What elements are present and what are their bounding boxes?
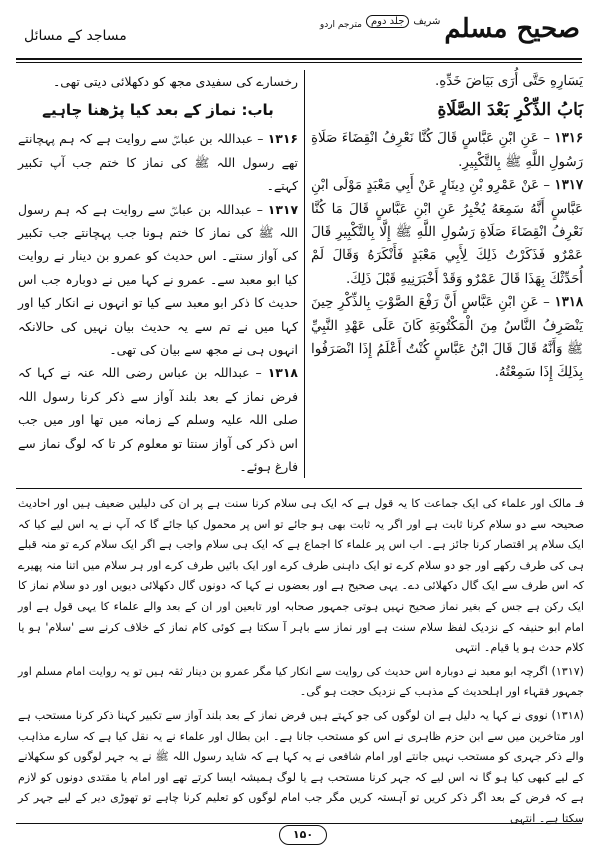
footer-rule: [16, 823, 582, 824]
arabic-chapter-heading: بَابُ الذِّكْرِ بَعْدَ الصَّلَاةِ: [437, 100, 583, 121]
urdu-chapter-heading: باب: نماز کے بعد کیا پڑھنا چاہیے: [42, 101, 274, 120]
arabic-hadith-1317: ۱۳۱۷ – عَنْ عَمْرِو بْنِ دِينَارٍ عَنْ أَبِي مَعْبَدٍ مَوْلَى ابْنِ عَبَّاسٍ أَنَّهُ سَمِعَهُ يُخْبِرُ عَنِ ابْنِ عَبَّاسٍ قَالَ مَا كُنَّا نَعْرِفُ انْقِضَاءَ صَلَاةِ رَسُولِ اللَّهِ ﷺ إِلَّا بِالتَّكْبِيرِ قَالَ عَمْرٌو فَذَكَرْتُ ذَلِكَ لِأَبِي مَعْبَدٍ فَأَنْكَرَهُ وَقَالَ لَمْ أُحَدِّثْكَ بِهَذَا قَالَ عَمْرٌو وَقَدْ أَخْبَرَنِيهِ قَبْلَ ذَلِكَ.: [311, 178, 583, 287]
footnotes-rule: [16, 488, 582, 489]
book-title-honorific: شریف: [413, 15, 441, 27]
arabic-intro-line: يَسَارِهِ حَتَّى أُرَى بَيَاضَ خَدِّهِ.: [435, 74, 583, 89]
urdu-hadith-1317: ۱۳۱۷ – عبداللہ بن عباسؓ سے روایت ہے کہ ہم رسول اللہ ﷺ کی نماز کا ختم ہونا جب پہچانتے جب تکبیر کی آواز سنتے۔ اس حدیث کو عمرو بن دینار نے روایت کیا ابو معبد سے۔ عمرو نے کہا میں نے دوبارہ جب اس حدیث کا ذکر ابو معبد سے کیا تو انہوں نے انکار کیا اور کہا میں نے تم سے یہ حدیث بیان نہیں کی حالانکہ انہوں ہی نے مجھ سے بیان کی تھی۔: [18, 201, 299, 358]
page-number: ۱۵۰: [279, 825, 327, 845]
book-title: صحیح مسلم: [444, 14, 580, 44]
footnote-1318: (۱۳۱۸) نووی نے کہا یہ دلیل ہے ان لوگوں کی جو کہتے ہیں فرض نماز کے بعد بلند آواز سے تکبیر کہنا ذکر کرنا مستحب ہے اور متاخرین میں سے ابن حزم ظاہری نے اس کو مستحب جانا ہے۔ ابن بطال اور علماء نے یہ نقل کیا ہے کہ سارے مذاہب والے ذکر جہری کو مستحب نہیں جانتے اور امام شافعی نے یہ کہا ہے کہ شاید رسول اللہ ﷺ نے یہ جہر لوگوں کو سکھلانے کے لیے کبھی کیا ہو گا نہ اس لیے کہ جہر کرنا مستحب ہے یا لوگ ہمیشہ ایسا کرتے تھے اور امام یا مقتدی دونوں کو لازم ہے کہ فرض کے بعد اگر ذکر کریں تو آہستہ کریں مگر جب امام لوگوں کو تعلیم کرنا چاہے تو تھوڑی دیر کے لیے جہر کر سکتا ہے۔ انتہی: [18, 708, 584, 825]
hadith-number: ۱۳۱۸: [554, 295, 584, 311]
footnote-intro: فـ مالک اور علماء کی ایک جماعت کا یہ قول ہے کہ ایک ہی سلام کرنا سنت ہے پر ان کی دلیلیں ضعیف ہیں اور احادیث صحیحہ سے دو سلام کرنا ثابت ہے اور اگر یہ ثابت بھی ہو جائے تو اس پر محمول کیا جائے گا کہ آپ نے یہ اس لیے کیا کہ ایک سلام پر اقتصار کرنا جائز ہے۔ اب اس پر علماء کا اجماع ہے کہ ایک ہی سلام واجب ہے اگر ایک سلام کرے تو منہ قبلے ہی کی طرف رکھے اور جو دو سلام کرے تو ایک داہنی طرف کرے اور ایک بائیں طرف کرے اور ہر سلام میں اتنا منہ پھیرے کہ اس طرف سے ایک گال دکھلائی دے۔ یہی صحیح ہے اور بعضوں نے کہا کہ دونوں گال دکھلائی دیویں اور دو سلام نماز کا ایک رکن ہے جس کے بغیر نماز صحیح نہیں ہوتی جمہور صحابہ اور تابعین اور ان کے بعد والے علماء کا یہی قول ہے اور امام ابو حنیفہ کے نزدیک لفظ سلام سنت ہے اور نماز سے باہر آ سکتا ہے کوئی کام نماز کے خلاف کرنے سے 'سلام' ہو یا کلام حدث ہو یا قیام۔ انتہی: [18, 497, 584, 655]
column-divider: [304, 70, 305, 478]
volume-badge: جلد دوم: [366, 15, 409, 28]
hadith-number: ۱۳۱۷: [267, 201, 299, 217]
urdu-hadith-1318: ۱۳۱۸ – عبداللہ بن عباس رضی اللہ عنہ نے کہا کہ فرض نماز کے بعد بلند آواز سے ذکر کرنا رسول اللہ صلی اللہ علیہ وسلم کے زمانہ میں تھا اور میں جب اس ذکر کی آواز سنتا تو معلوم کر تا کہ لوگ نماز سے فارغ ہوئے۔: [18, 365, 298, 475]
arabic-hadith-1318: ۱۳۱۸ – عَنِ ابْنِ عَبَّاسٍ أَنَّ رَفْعَ الصَّوْتِ بِالذِّكْرِ حِينَ يَنْصَرِفُ النَّاسُ مِنَ الْمَكْتُوبَةِ كَانَ عَلَى عَهْدِ النَّبِيِّ ﷺ وَأَنَّهُ قَالَ قَالَ ابْنُ عَبَّاسٍ كُنْتُ أَعْلَمُ إِذَا انْصَرَفُوا بِذَلِكَ إِذَا سَمِعْتُهُ.: [311, 295, 584, 381]
hadith-text: عبداللہ بن عباسؓ سے روایت ہے کہ ہم رسول اللہ ﷺ کی نماز کا ختم ہونا جب پہچانتے جب تکبیر کی آواز سنتے۔ اس حدیث کو عمرو بن دینار نے روایت کیا ابو معبد سے۔ عمرو نے کہا میں نے دوبارہ جب اس حدیث کا ذکر ابو معبد سے کیا تو انہوں نے انکار کیا اور کہا میں نے تم سے یہ حدیث بیان نہیں کی حالانکہ انہوں ہی نے مجھ سے بیان کی تھی۔: [18, 201, 298, 358]
arabic-hadith-1316: ۱۳۱۶ – عَنِ ابْنِ عَبَّاسٍ قَالَ كُنَّا نَعْرِفُ انْقِضَاءَ صَلَاةِ رَسُولِ اللَّهِ ﷺ بِالتَّكْبِيرِ.: [311, 131, 583, 170]
footnote-1317: (۱۳۱۷) اگرچہ ابو معبد نے دوبارہ اس حدیث کی روایت سے انکار کیا مگر عمرو بن دینار ثقہ ہیں تو یہ روایت امام مسلم اور جمہور فقہاء اور اہلحدیث کے مذہب کے نزدیک حجت ہو گی۔: [18, 664, 584, 699]
hadith-text: عَنِ ابْنِ عَبَّاسٍ أَنَّ رَفْعَ الصَّوْتِ بِالذِّكْرِ حِينَ يَنْصَرِفُ النَّاسُ مِنَ الْمَكْتُوبَةِ كَانَ عَلَى عَهْدِ النَّبِيِّ ﷺ وَأَنَّهُ قَالَ قَالَ ابْنُ عَبَّاسٍ كُنْتُ أَعْلَمُ إِذَا انْصَرَفُوا بِذَلِكَ إِذَا سَمِعْتُهُ.: [311, 295, 583, 381]
book-title-block: [320, 14, 580, 44]
hadith-text: عبداللہ بن عباسؓ سے روایت ہے کہ ہم پہچانتے تھے رسول اللہ ﷺ کی نماز کا ختم جب آپ تکبیر کہتے۔: [18, 131, 298, 194]
page: [6, 6, 592, 850]
footnotes: [18, 494, 584, 833]
book-title-note: مترجم اردو: [319, 20, 362, 30]
hadith-text: عَنْ عَمْرِو بْنِ دِينَارٍ عَنْ أَبِي مَعْبَدٍ مَوْلَى ابْنِ عَبَّاسٍ أَنَّهُ سَمِعَهُ يُخْبِرُ عَنِ ابْنِ عَبَّاسٍ قَالَ مَا كُنَّا نَعْرِفُ انْقِضَاءَ صَلَاةِ رَسُولِ اللَّهِ ﷺ إِلَّا بِالتَّكْبِيرِ قَالَ عَمْرٌو فَذَكَرْتُ ذَلِكَ لِأَبِي مَعْبَدٍ فَأَنْكَرَهُ وَقَالَ لَمْ أُحَدِّثْكَ بِهَذَا قَالَ عَمْرٌو وَقَدْ أَخْبَرَنِيهِ قَبْلَ ذَلِكَ.: [311, 178, 583, 287]
hadith-number: ۱۳۱۶: [554, 131, 583, 147]
arabic-column: [311, 70, 583, 385]
hadith-number: ۱۳۱۸: [267, 365, 298, 381]
header-rule: [16, 58, 582, 60]
page-header: [16, 12, 586, 60]
urdu-hadith-1316: ۱۳۱۶ – عبداللہ بن عباسؓ سے روایت ہے کہ ہم پہچانتے تھے رسول اللہ ﷺ کی نماز کا ختم جب آپ تکبیر کہتے۔: [18, 131, 298, 194]
header-rule-thin: [16, 62, 582, 63]
urdu-column: [18, 70, 298, 479]
hadith-text: عَنِ ابْنِ عَبَّاسٍ قَالَ كُنَّا نَعْرِفُ انْقِضَاءَ صَلَاةِ رَسُولِ اللَّهِ ﷺ بِالتَّكْبِيرِ.: [311, 131, 583, 170]
urdu-intro-line: رخسارے کی سفیدی مجھ کو دکھلائی دیتی تھی۔: [53, 74, 298, 89]
section-title: مساجد کے مسائل: [24, 28, 127, 44]
hadith-number: ۱۳۱۶: [267, 131, 298, 147]
hadith-text: عبداللہ بن عباس رضی اللہ عنہ نے کہا کہ فرض نماز کے بعد بلند آواز سے ذکر کرنا رسول اللہ صلی اللہ علیہ وسلم کے زمانہ میں تھا اور میں جب اس ذکر کی آواز سنتا تو معلوم کر تا کہ لوگ نماز سے فارغ ہوئے۔: [18, 365, 298, 475]
hadith-number: ۱۳۱۷: [554, 178, 583, 194]
